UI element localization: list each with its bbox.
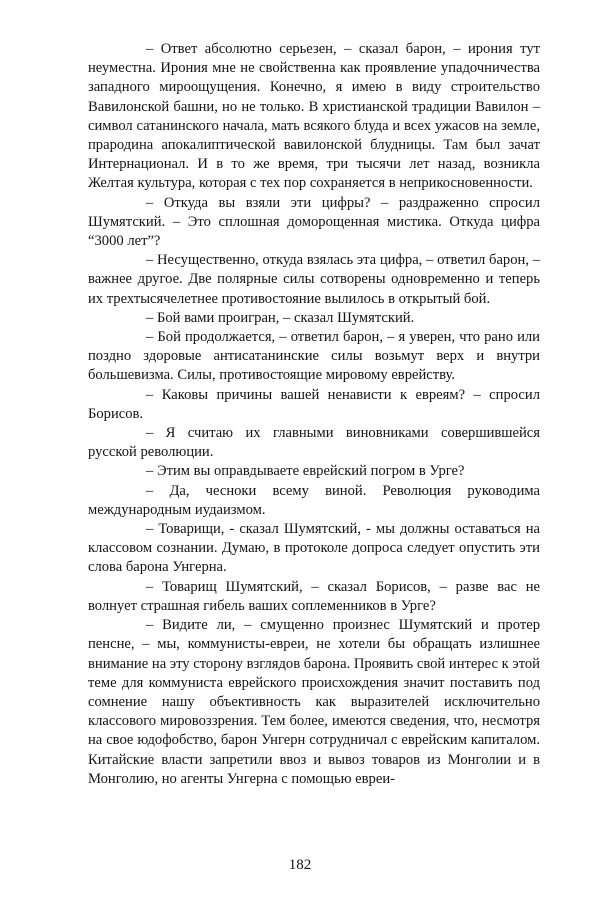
paragraph: – Я считаю их главными виновниками совершившейся русской революции. xyxy=(88,425,540,461)
paragraph: – Товарищ Шумятский, – сказал Борисов, – разве вас не волнует страшная гибель ваших соплеменников в Урге? xyxy=(88,578,540,614)
paragraph: – Несущественно, откуда взялась эта цифра, – ответил барон, – важнее другое. Две полярные силы сотворены одновременно и теперь их трехтысячелетнее противостояние вылилось в открытый бой. xyxy=(88,252,540,307)
paragraph: – Да, чесноки всему виной. Революция руководима международным иудаизмом. xyxy=(88,482,540,518)
paragraph: – Каковы причины вашей ненависти к евреям? – спросил Борисов. xyxy=(88,386,540,422)
paragraph: – Ответ абсолютно серьезен, – сказал барон, – ирония тут неуместна. Ирония мне не свойственна как проявление упадочничества западного мироощущения. Конечно, я имею в виду строительство Вавилонской башни, но не только. В христианской традиции Вавилон – символ сатанинского начала, мать всякого блуда и всех ужасов на земле, прародина апокалиптической вавилонской блудницы. Там был зачат Интернационал. И в то же время, три тысячи лет назад, возникла Желтая культура, которая с тех пор сохраняется в неприкосновенности. xyxy=(88,41,540,192)
paragraph: – Бой продолжается, – ответил барон, – я уверен, что рано или поздно здоровые антисатанинские силы возьмут верх и внутри большевизма. Силы, противостоящие мировому еврейству. xyxy=(88,329,540,384)
page-number: 182 xyxy=(288,857,312,873)
paragraph: – Этим вы оправдываете еврейский погром в Урге? xyxy=(146,463,465,480)
paragraph: – Откуда вы взяли эти цифры? – раздраженно спросил Шумятский. – Это сплошная доморощенная мистика. Откуда цифра “3000 лет”? xyxy=(88,194,540,250)
body-text xyxy=(88,40,540,789)
paragraph: – Видите ли, – смущенно произнес Шумятский и протер пенсне, – мы, коммунисты-евреи, не хотели бы обращать излишнее внимание на эту сторону взглядов барона. Проявить свой интерес к этой теме для коммуниста еврейского происхождения значит поставить под сомнение нашу объективность как выразителей исключительно классового мировоззрения. Тем более, имеются сведения, что, несмотря на свое юдофобство, барон Унгерн сотрудничал с еврейским капиталом. Китайские власти запретили ввоз и вывоз товаров из Монголии и в Монголию, но агенты Унгерна с помощью евреи- xyxy=(88,617,540,787)
paragraph: – Бой вами проигран, – сказал Шумятский. xyxy=(146,309,415,326)
paragraph: – Товарищи, - сказал Шумятский, - мы должны оставаться на классовом сознании. Думаю, в протоколе допроса следует опустить эти слова барона Унгерна. xyxy=(88,521,540,576)
